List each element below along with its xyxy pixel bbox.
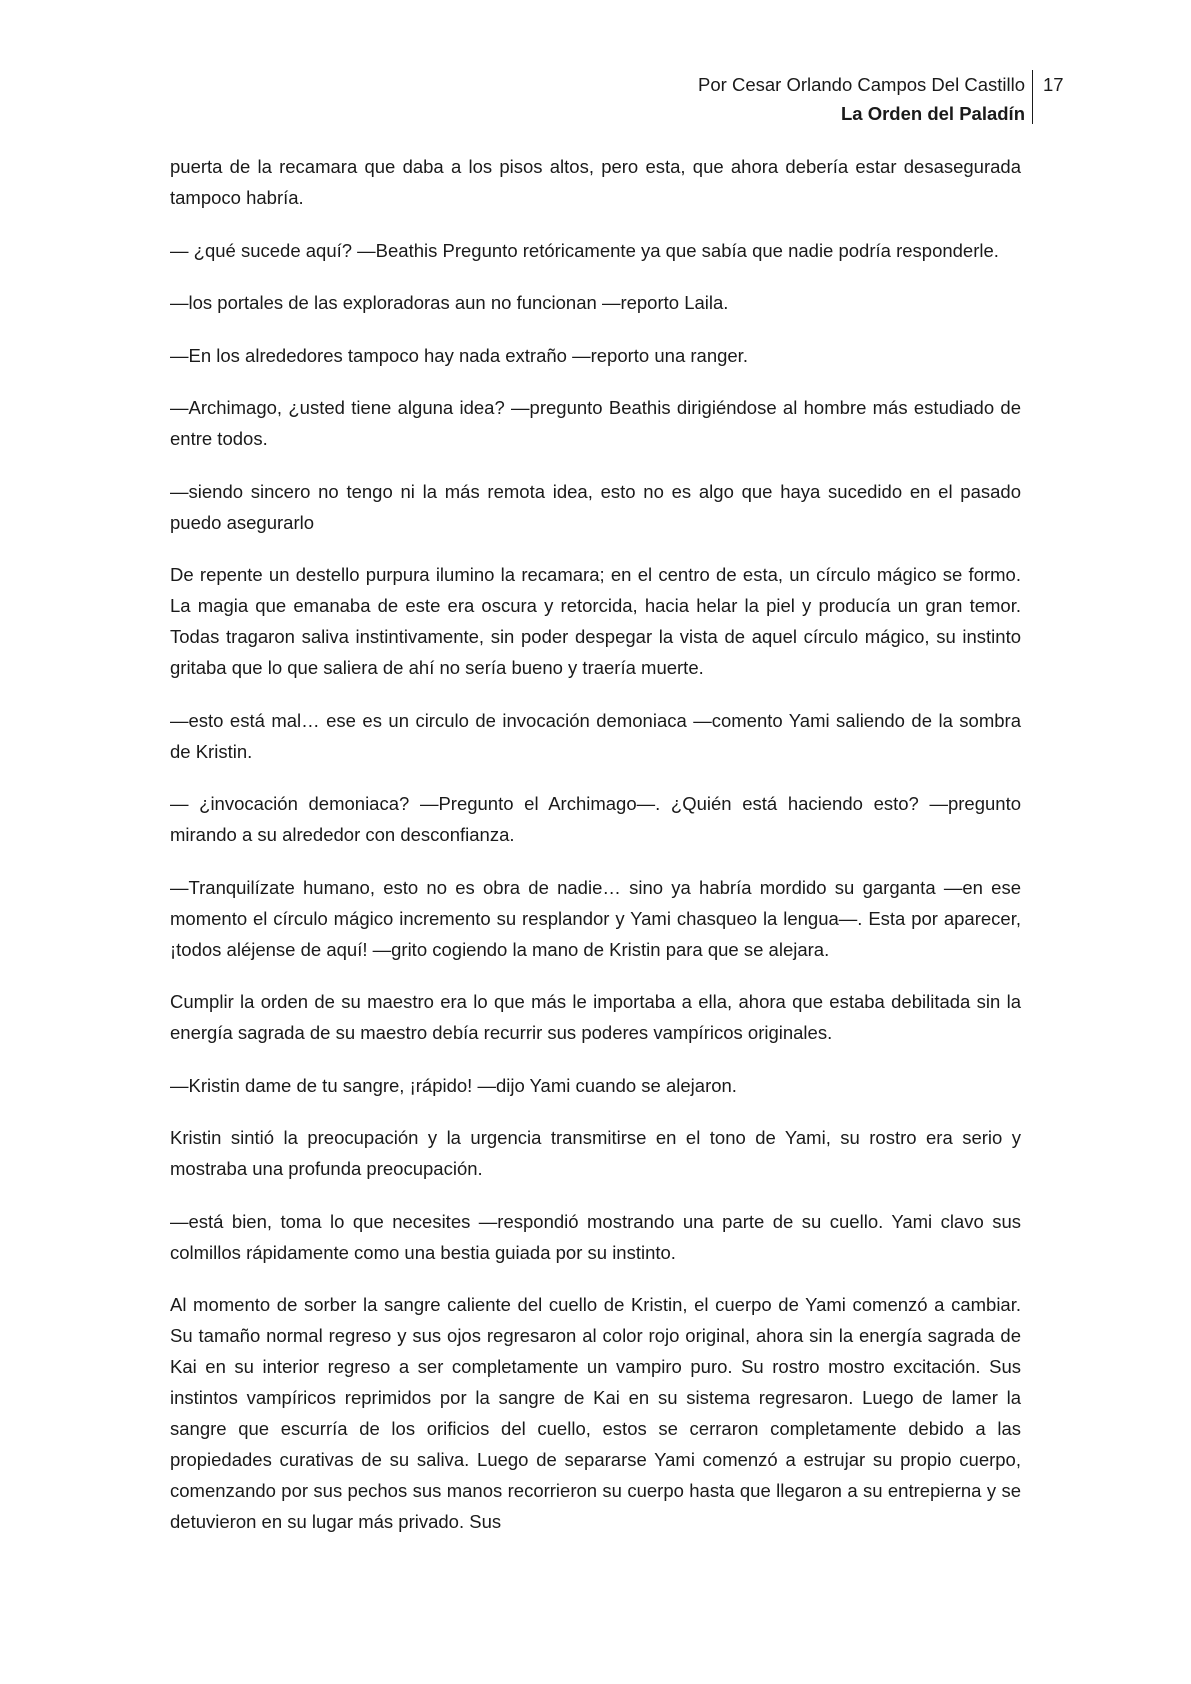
header-divider [1032,70,1033,124]
page-number: 17 [1043,74,1064,95]
paragraph: Cumplir la orden de su maestro era lo que más le importaba a ella, ahora que estaba debilitada sin la energía sagrada de su maestro debía recurrir sus poderes vampíricos originales. [170,991,1021,1043]
header-author: Por Cesar Orlando Campos Del Castillo [698,74,1025,95]
paragraph: —esto está mal… ese es un circulo de invocación demoniaca —comento Yami saliendo de la sombra de Kristin. [170,709,1021,762]
paragraph: De repente un destello purpura ilumino la recamara; en el centro de esta, un círculo mágico se formo. La magia que emanaba de este era oscura y retorcida, hacia helar la piel y producía un gran temor. Todas tragaron saliva instintivamente, sin poder despegar la vista de aquel círculo mágico, su instinto gritaba que lo que saliera de ahí no sería bueno y traería muerte. [170,564,1021,678]
paragraph: —En los alrededores tampoco hay nada extraño —reporto una ranger. [170,344,748,366]
paragraph: —los portales de las exploradoras aun no funcionan —reporto Laila. [170,292,729,313]
paragraph: — ¿qué sucede aquí? —Beathis Pregunto retóricamente ya que sabía que nadie podría responderle. [170,239,999,261]
running-header [698,70,1025,128]
paragraph: —está bien, toma lo que necesites —respondió mostrando una parte de su cuello. Yami clavo sus colmillos rápidamente como una bestia guiada por su instinto. [170,1210,1021,1263]
body-text [170,151,1021,1559]
paragraph: — ¿invocación demoniaca? —Pregunto el Archimago—. ¿Quién está haciendo esto? —pregunto mirando a su alrededor con desconfianza. [170,793,1021,845]
paragraph: Kristin sintió la preocupación y la urgencia transmitirse en el tono de Yami, su rostro era serio y mostraba una profunda preocupación. [170,1127,1021,1179]
paragraph: —siendo sincero no tengo ni la más remota idea, esto no es algo que haya sucedido en el pasado puedo asegurarlo [170,480,1021,533]
paragraph: —Tranquilízate humano, esto no es obra de nadie… sino ya habría mordido su garganta —en ese momento el círculo mágico incremento su resplandor y Yami chasqueo la lengua—. Esta por aparecer, ¡todos aléjense de aquí! —grito cogiendo la mano de Kristin para que se alejara. [170,876,1021,960]
paragraph: —Kristin dame de tu sangre, ¡rápido! —dijo Yami cuando se alejaron. [170,1074,737,1096]
header-book-title: La Orden del Paladín [840,103,1025,124]
paragraph: Al momento de sorber la sangre caliente del cuello de Kristin, el cuerpo de Yami comenzó a cambiar. Su tamaño normal regreso y sus ojos regresaron al color rojo original, ahora sin la energía sagrada de Kai en su interior regreso a ser completamente un vampiro puro. Su rostro mostro excitación. Sus instintos vampíricos reprimidos por la sangre de Kai en su sistema regresaron. Luego de lamer la sangre que escurría de los orificios del cuello, estos se cerraron completamente debido a las propiedades curativas de su saliva. Luego de separarse Yami comenzó a estrujar su propio cuerpo, comenzando por sus pechos sus manos recorrieron su cuerpo hasta que llegaron a su entrepierna y se detuvieron en su lugar más privado. Sus [170,1294,1021,1532]
paragraph: —Archimago, ¿usted tiene alguna idea? —pregunto Beathis dirigiéndose al hombre más estudiado de entre todos. [170,397,1021,449]
paragraph: puerta de la recamara que daba a los pisos altos, pero esta, que ahora debería estar desasegurada tampoco habría. [170,156,1021,208]
